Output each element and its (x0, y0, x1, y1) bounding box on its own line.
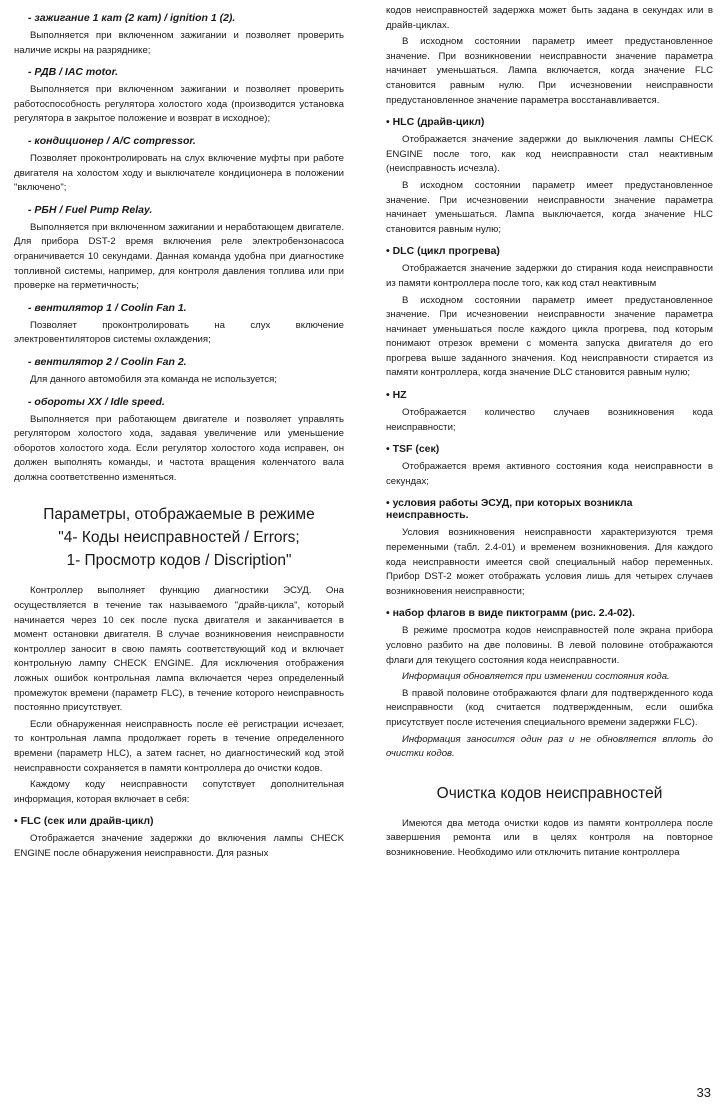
bullet-heading: • HLC (драйв-цикл) (386, 116, 485, 129)
section-title-line: 1- Просмотр кодов / Discription" (66, 552, 292, 570)
paragraph: Отображается значение задержки до стирания кода неисправности из памяти контроллера после того, как код стал неактивным (386, 263, 713, 289)
bullet-heading: • HZ (386, 389, 407, 402)
paragraph: Выполняется при включенном зажигании и позволяет проверить наличие искры на разряднике; (14, 30, 344, 56)
paragraph: Условия возникновения неисправности характеризуются тремя переменными (табл. 2.4-01) и временем возникновения. Для каждого кода неисправности имеется свой специальный набор переменных. Прибор DST-2 может отображать условия лишь для четырех случаев возникновения неисправности; (386, 527, 713, 597)
paragraph: кодов неисправностей задержка может быть задана в секундах или в драйв-циклах. (386, 5, 713, 31)
paragraph: В режиме просмотра кодов неисправностей поле экрана прибора условно разбито на две половины. В левой половине отображаются флаги для текущего состояния кода неисправности. (386, 625, 713, 666)
paragraph: В правой половине отображаются флаги для подтвержденного кода неисправности (код считается подтвержденным, если ошибка присутствует после истечения специального времени задержки FLC). (386, 687, 713, 728)
section-title-line: "4- Коды неисправностей / Errors; (58, 529, 300, 547)
section-title-line: Очистка кодов неисправностей (436, 784, 663, 802)
paragraph: Позволяет проконтролировать на слух включение электровентиляторов системы охлаждения; (14, 319, 344, 346)
paragraph: Отображается значение задержки до выключения лампы CHECK ENGINE после того, как код неисправности стал неактивным (неисправность исчезла). (386, 134, 713, 175)
bullet-heading: • набор флагов в виде пиктограмм (рис. 2.4-02). (386, 607, 635, 620)
bullet-heading: • FLC (сек или драйв-цикл) (14, 815, 154, 828)
item-heading: - РБН / Fuel Pump Relay. (28, 203, 153, 216)
paragraph: Для данного автомобиля эта команда не используется; (30, 373, 277, 385)
paragraph: Контроллер выполняет функцию диагностики ЭСУД. Она осуществляется в течение так называемого "драйв-цикла", который начинается через 10 сек после пуска двигателя и заканчивается в момент остановки двигателя. В случае возникновения неисправности контроллер заносит в свою память соответствующий код и включает контрольную лампу CHECK ENGINE. Для исключения отображения ложных ошибок контрольная лампа включается через определенный промежуток времени (параметр FLC), в течение которого неисправность постоянно присутствует. (14, 585, 344, 714)
paragraph: В исходном состоянии параметр имеет предустановленное значение. При исчезновении неисправности значение параметра начинает уменьшаться. Лампа выключается, когда значение HLC становится равным нулю; (386, 179, 713, 235)
section-title (386, 782, 713, 805)
page-number: 33 (696, 1085, 711, 1100)
paragraph: В исходном состоянии параметр имеет предустановленное значение. При исчезновении неисправности значение параметра начинает уменьшаться после каждого цикла прогрева, под которым понимают отрезок времени с момента запуска двигателя до его прогрева выше заданного значения. Код неисправности стирается из памяти контроллера, когда значение DLC становится равным нулю; (386, 294, 713, 379)
section-title-line: Параметры, отображаемые в режиме (43, 506, 315, 524)
paragraph: Каждому коду неисправности сопутствует дополнительная информация, которая включает в себя: (14, 779, 344, 805)
right-column (386, 4, 713, 863)
paragraph: Выполняется при работающем двигателе и позволяет управлять регулятором холостого хода, задавая увеличение или уменьшение оборотов холостого хода. Если регулятор холостого хода исправен, он должен выполнять команды, и частота вращения коленчатого вала должна соответственно изменяться. (14, 413, 344, 483)
item-heading: - зажигание 1 кат (2 кат) / ignition 1 (2). (28, 12, 236, 24)
paragraph: Отображается количество случаев возникновения кода неисправности; (386, 407, 713, 433)
paragraph: Позволяет проконтролировать на слух включение муфты при работе двигателя на холостом ходу и выключателе кондиционера в положении "включено"; (14, 152, 344, 194)
left-column (14, 4, 344, 864)
section-title (14, 503, 344, 572)
paragraph: Если обнаруженная неисправность после её регистрации исчезает, то контрольная лампа продолжает гореть в течение определенного времени (параметр HLC), а затем гаснет, но диагностический код этой неисправности сохраняется в памяти контроллера до очистки кодов. (14, 718, 344, 774)
italic-paragraph: Информация обновляется при изменении состояния кода. (402, 671, 670, 683)
item-heading: - вентилятор 2 / Coolin Fan 2. (28, 355, 187, 368)
bullet-heading: • TSF (сек) (386, 443, 440, 456)
item-heading: - вентилятор 1 / Coolin Fan 1. (28, 301, 187, 314)
paragraph: Имеются два метода очистки кодов из памяти контроллера после завершения ремонта или в целях контроля на повторное возникновение. Необходимо или отключить питание контроллера (386, 817, 713, 858)
paragraph: Выполняется при включенном зажигании и позволяет проверить работоспособность регулятора холостого хода (производится установка регулятора в закрытое положение и возврат в исходное); (14, 84, 344, 125)
item-heading: - РДВ / IAC motor. (28, 66, 119, 79)
paragraph: Отображается время активного состояния кода неисправности в секундах; (386, 461, 713, 487)
bullet-heading: • DLC (цикл прогрева) (386, 245, 500, 258)
paragraph: Отображается значение задержки до включения лампы CHECK ENGINE после обнаружения неисправности. Для разных (14, 833, 344, 859)
item-heading: - кондиционер / A/C compressor. (28, 134, 196, 147)
paragraph: Выполняется при включенном зажигании и неработающем двигателе. Для прибора DST-2 время включения реле электробензонасоса ограничивается 10 секундами. Данная команда удобна при диагностике топливной системы, например, для контроля давления топлива или при проверке на герметичность; (14, 221, 344, 292)
italic-paragraph: Информация заносится один раз и не обновляется вплоть до очистки кодов. (386, 733, 713, 760)
bullet-heading: • условия работы ЭСУД, при которых возникла неисправность. (386, 497, 633, 522)
item-heading: - обороты XX / Idle speed. (28, 395, 165, 408)
paragraph: В исходном состоянии параметр имеет предустановленное значение. При возникновении неисправности значение параметра начинает уменьшаться. Лампа включается, когда значение FLC становится равным нулю. При исчезновении неисправности предустановленное значение параметра восстанавливается. (386, 36, 713, 106)
